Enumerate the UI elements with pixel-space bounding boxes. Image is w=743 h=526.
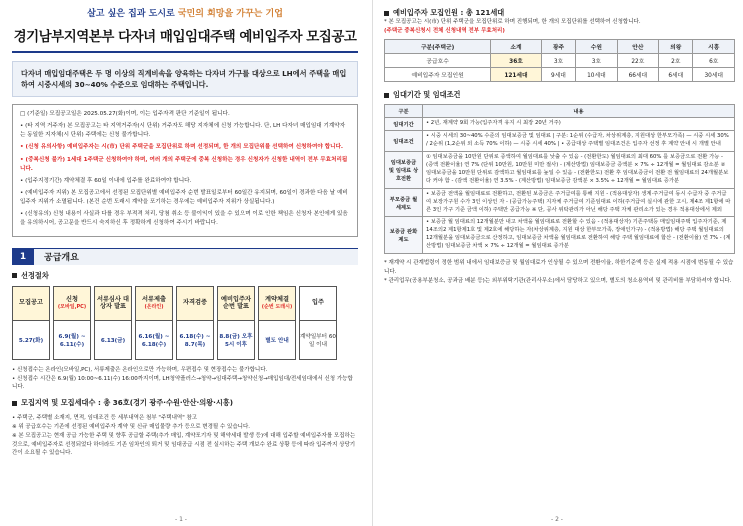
target-note: ※ 본 모집공고는 현재 공급 가능한 주택 및 향후 공급할 주택(추가 매입, 계약포기자 및 해약세대 발생 등)에 대해 입주할 예비입주자를 모집하는 것으로, 예비입주자로 선정되었다 하더라도 기존 임차인의 퇴거 및 임대공급 시점 전 실시하는 주택 개보수 완료 상황 등에 따라 입주까지 상당기간이 소요될 수 있습니다. [12, 432, 356, 457]
row-label: 보증금 완화제도 [385, 217, 423, 254]
target-note: ※ 위 공급호수는 기존에 선정된 예비입주자 계약 및 신규 매입물량 추가 등으로 변경될 수 있습니다. [12, 424, 251, 431]
row-content: • 보증금 월 임대료의 12개월분만 내고 차액을 월임대료로 전환할 수 있음 - (적용대상자) 기존주택등 매입임대주택 입주자기준, 제14조의2 제1항제1호 및 제2호에 해당하는 자(차상위계층, 지원 대상 한부모가족, 장애인가구) - (적용방법) 해당 주택 월임대료의 12개월분을 임대보증금으로 산정하고, 임대보증금 차액을 월임대료로 전환하여 해당 주택 월임대료에 합산 - (전환이율) 연 7% - (계산방법) 임대보증금 차액 × 7% ÷ 12개월 = 월임대료 증가분 [423, 217, 735, 254]
page-2 [376, 0, 743, 526]
flow-step-title: 자격검증 [177, 287, 213, 321]
table-cell: 66세대 [617, 68, 658, 82]
target-heading [12, 398, 358, 408]
table-cell: 22호 [617, 54, 658, 68]
flow-step-title: 입주 [300, 287, 336, 321]
page-1 [0, 0, 370, 526]
flow-step-date: 6.18(수) ~ 8.7(목) [179, 333, 211, 348]
period-note: * 관리업무(공용부분청소, 공과금 배분 등)는 외부위탁기관(관리사무소)에서 담당하고 있으며, 별도의 청소용역비 및 관리비를 부담하셔야 합니다. [384, 277, 732, 284]
flow-step [53, 286, 91, 360]
table-cell: 예비입주자 모집인원 [385, 68, 491, 82]
flow-step [258, 286, 296, 360]
page-number: - 2 - [551, 516, 563, 523]
period-title: 임대기간 및 임대조건 [393, 90, 461, 100]
table-header-row [385, 105, 735, 118]
section-number: 1 [12, 248, 34, 265]
notice-box [12, 104, 358, 237]
row-content: ① 임대보증금을 10만원 단위로 증액하여 월임대료를 낮출 수 있음 - (전환한도) 월임대료의 최대 60% 를 보증금으로 전환 가능 - (증액 전환이율) 연 7% (단위 10만원, 10만원 미만 절사) - (계산방법) 임대보증금 증액분 × 7% ÷ 12개월 = 월임대료 감소분 ② 임대보증금을 10만원 단위로 감액하고 월임대료를 높일 수 있음 - (전환한도) 전환 후 임대보증금이 전환 전 월임대료의 24개월분보다 커야 함 - (감액 전환이율) 연 3.5% - (계산방법) 임대보증금 감액분 × 3.5% ÷ 12개월 = 월임대료 증가분 [423, 151, 735, 188]
row-content: • 2년, 재계약 9회 가능(입주자격 유지 시 최장 20년 거주) [423, 118, 735, 131]
table-row [385, 131, 735, 152]
flow-step-sub: (순번 도래시) [261, 304, 293, 311]
flow-step [299, 286, 337, 360]
flow-step-title [136, 287, 172, 321]
intro-box: 다자녀 매입임대주택은 두 명 이상의 직계비속을 양육하는 다자녀 가구를 대상으로 LH에서 주택을 매입하여 시중시세의 30~40% 수준으로 임대하는 주택입니다. [12, 61, 358, 97]
flow-step-label: 서류제출 [142, 296, 166, 304]
target-note: • 주택군, 주택별 소재지, 면적, 임대조건 등 세부내역은 첨부 "주택내역" 참고 [12, 415, 198, 422]
period-notes [384, 259, 735, 285]
schedule-title: 선정절차 [21, 270, 49, 280]
count-heading [384, 8, 735, 18]
table-cell: 121세대 [491, 68, 542, 82]
notice-duplicate: • (중복신청 불가) 1세대 1주택군 신청하여야 하며, 여러 개의 주택군에 중복 신청하는 경우 신청자가 신청한 내역이 전부 무효처리됩니다. [20, 156, 348, 172]
count-note [384, 18, 735, 35]
row-label: 임대조건 [385, 131, 423, 152]
table-header: 의왕 [659, 40, 693, 54]
count-title: 예비입주자 모집인원 : 총 121세대 [393, 8, 505, 17]
period-note: * 재계약 시 관계법령이 정한 범위 내에서 임대보증금 및 월임대료가 인상될 수 있으며 전환이율, 하한기준액 등은 실제 적용 시점에 변동될 수 있습니다. [384, 260, 734, 276]
target-title: 모집지역 및 모집세대수 : 총 36호(경기 광주·수원·안산·의왕·시흥) [21, 398, 234, 408]
square-bullet-icon [384, 11, 389, 16]
table-cell: 36호 [491, 54, 542, 68]
section-title: 공급개요 [44, 253, 79, 264]
period-heading [384, 90, 735, 100]
page-number: - 1 - [175, 516, 187, 523]
flow-step-title [54, 287, 90, 321]
flow-step-date: 6.13(금) [100, 337, 126, 344]
table-cell: 6세대 [659, 68, 693, 82]
flow-step [135, 286, 173, 360]
table-row [385, 217, 735, 254]
flow-step-sub: (모바일,PC) [57, 304, 87, 311]
table-header: 구분 [385, 105, 423, 118]
target-notes [12, 414, 358, 458]
tagline [12, 6, 358, 19]
flow-step-date: 8.8(금) 오후 5시 이후 [219, 333, 253, 348]
schedule-notes [12, 366, 358, 392]
tagline-text: 살고 싶은 집과 도시로 [87, 9, 178, 19]
notice-basedate: □ (기준일) 모집공고일은 2025.05.27(화)이며, 이는 입주자격 판단 기준일이 됩니다. [20, 111, 230, 118]
count-note-text: * 본 모집공고는 시(市) 단위 주택군을 모집단위로 하며 진행되며, 한 개의 모집단위를 선택하여 신청합니다. [384, 19, 641, 25]
tagline-highlight: 국민의 희망을 가꾸는 기업 [177, 9, 283, 19]
flow-step-label: 계약체결 [265, 296, 289, 304]
table-header: 소계 [491, 40, 542, 54]
table-cell: 3호 [576, 54, 617, 68]
table-header: 내용 [423, 105, 735, 118]
table-cell: 10세대 [576, 68, 617, 82]
table-row [385, 118, 735, 131]
table-header: 구분(주택군) [385, 40, 491, 54]
flow-step [176, 286, 214, 360]
flow-step [94, 286, 132, 360]
row-label: 임대기간 [385, 118, 423, 131]
count-note-warning: (주택군 중복신청시 전체 신청내역 전부 무효처리) [384, 27, 505, 34]
flow-step-date: 계약일부터 60일 이내 [300, 333, 336, 348]
table-header: 수원 [576, 40, 617, 54]
flow-step-title: 서류심사 대상자 발표 [95, 287, 131, 321]
flow-step-title [259, 287, 295, 321]
notice-application-warning: • (신청유의) 신청 내용이 사실과 다를 경우 부적격 처리, 당첨 취소 등 불이익이 있을 수 있으며 이로 인한 책임은 신청자 본인에게 있음을 유의하시어, 공고문을 반드시 숙지하신 후 정확하게 신청하여 주시기 바랍니다. [20, 210, 348, 226]
table-cell: 공급호수 [385, 54, 491, 68]
flow-step-label: 신청 [66, 296, 78, 304]
table-row [385, 54, 735, 68]
row-content: • 보증금 전액을 월임대료로 전환하고, 전환된 보증금은 주거급여를 통해 지원 - (적용대상자) 생계·주거급여 동시 수급자 중 주거급여 보장가구원 수가 3인 이상인 자 - (공급가능주택) 지자체 주거급여 기준임대료 이하(주거급여 실시에 관한 고시, 제4조 제1항에 따른 3인 가구 기준 금액 이하) 주택만 공급가능 ※ 단, 공사 위탁관리가 아닌 해당 주택 자체 관리소가 있는 경우 적용대상에서 제외 [423, 188, 735, 217]
square-bullet-icon [12, 273, 17, 278]
schedule-note: • 신청접수 시간은 6.9(월) 10:00~6.11(수) 16:00까지이며, LH청약플러스→청약→임대주택→청약신청→매입임대/전세임대에서 신청 가능합니다. [12, 375, 353, 391]
notice-other-region: • (타 지역 거주자) 본 모집공고는 타 지역거주자(시 단위) 거주자도 해당 지자체에 신청 가능합니다. 단, LH 다자녀 매입임대 기계약자는 동일한 지자체(시 단위) 주택에는 신청 불가합니다. [20, 123, 346, 139]
flow-step-date: 6.16(월) ~ 6.18(수) [138, 333, 170, 348]
row-label: 임대보증금 및 임대료 상호전환 [385, 151, 423, 188]
table-cell: 2호 [659, 54, 693, 68]
flow-step-date: 6.9(월) ~ 6.11(수) [58, 333, 86, 348]
flow-step [217, 286, 255, 360]
supply-table [384, 39, 735, 82]
table-row [385, 188, 735, 217]
flow-step-title: 예비입주자 순번 발표 [218, 287, 254, 321]
notice-waitlist-status: • (예비입주자 지위) 본 모집공고에서 선정된 모집단위별 예비입주자 순번 발표일로부터 60일간 유지되며, 60일이 경과한 다음 날 예비입주자 지위가 소멸됩니다. (본건 순번 도래시 계약을 포기하는 경우에는 예비입주자 지위가 상실됩니다.) [20, 189, 348, 205]
table-header: 광주 [541, 40, 575, 54]
flow-step-title: 모집공고 [13, 287, 49, 321]
page-divider [372, 0, 373, 526]
flow-step-sub: (온라인) [144, 304, 164, 311]
table-header: 시흥 [693, 40, 735, 54]
table-cell: 9세대 [541, 68, 575, 82]
table-row [385, 151, 735, 188]
row-content: • 시중 시세의 30~40% 수준의 임대보증금 및 임대료 | 구분: 1순위 (수급자, 차상위계층, 지원대상 한부모가족) — 시중 시세 30% / 2순위 (1,2순위 외 소득 70% 이하) — 시중 시세 40% | • 공급대상 주택별 임대조건은 입주자 선정 후 계약 안내 시 개별 안내 [423, 131, 735, 152]
square-bullet-icon [12, 401, 17, 406]
table-cell: 3호 [541, 54, 575, 68]
notice-move-in: • (입주지정기간) 계약체결 후 60일 이내에 입주를 완료하여야 합니다. [20, 177, 192, 184]
lease-terms-table [384, 104, 735, 254]
page-title: 경기남부지역본부 다자녀 매입임대주택 예비입주자 모집공고 [12, 25, 358, 53]
table-cell: 30세대 [693, 68, 735, 82]
table-cell: 6호 [693, 54, 735, 68]
notice-application-caution: • (신청 유의사항) 예비입주자는 시(市) 단위 주택군을 모집단위로 하며 선정되며, 한 개의 모집단위를 선택하여 신청하여야 합니다. [20, 144, 344, 151]
section-header-supply [12, 248, 358, 265]
schedule-flow [12, 286, 358, 360]
row-label: 부모중금 월세제도 [385, 188, 423, 217]
flow-step [12, 286, 50, 360]
schedule-note: • 신청접수는 온라인(모바일,PC), 서류제출은 온라인으로만 가능하며, 우편접수 및 현장접수는 불가합니다. [12, 366, 268, 373]
flow-step-date: 5.27(화) [18, 337, 44, 344]
square-bullet-icon [384, 93, 389, 98]
table-header-row [385, 40, 735, 54]
table-row [385, 68, 735, 82]
schedule-heading [12, 271, 358, 281]
flow-step-date: 별도 안내 [265, 337, 289, 344]
table-header: 안산 [617, 40, 658, 54]
